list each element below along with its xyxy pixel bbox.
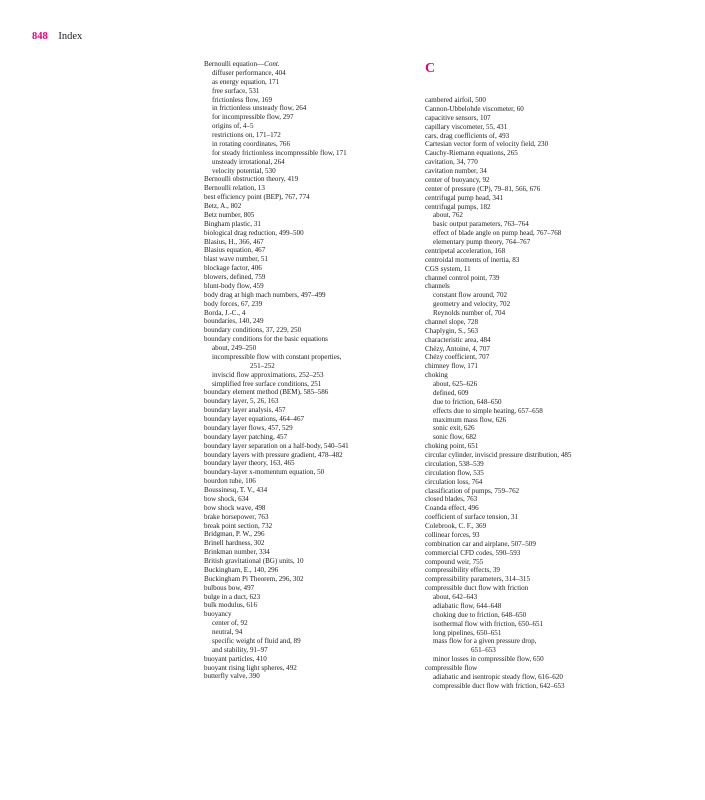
index-entry: closed blades, 763 xyxy=(425,495,478,504)
index-entry: Buckingham, E., 140, 296 xyxy=(204,565,279,574)
index-entry: centrifugal pump head, 341 xyxy=(425,193,504,202)
index-entry: Cartesian vector form of velocity field, 230 xyxy=(425,140,549,149)
page-number: 848 xyxy=(32,31,48,42)
index-entry: boundary layer analysis, 457 xyxy=(204,406,286,415)
index-subentry: about, 625–626 xyxy=(433,380,478,388)
index-entry: commercial CFD codes, 590–593 xyxy=(425,548,521,557)
index-entry: Colebrook, C. F., 369 xyxy=(425,522,487,530)
index-entry: bulbous bow, 497 xyxy=(204,583,255,592)
index-subentry: sonic exit, 626 xyxy=(433,424,475,433)
index-subentry: frictionless flow, 169 xyxy=(212,95,273,104)
index-entry: boundary element method (BEM), 585–586 xyxy=(204,388,329,397)
index-subentry: in frictionless unsteady flow, 264 xyxy=(212,104,307,113)
index-entry: boundary-layer x-momentum equation, 50 xyxy=(204,468,325,477)
index-entry: blowers, defined, 759 xyxy=(204,273,266,281)
index-entry: bulk modulus, 616 xyxy=(204,601,258,610)
index-subentry: effects due to simple heating, 657–658 xyxy=(433,406,543,415)
index-entry: butterfly valve, 390 xyxy=(204,672,260,681)
index-entry: Chaplygin, S., 563 xyxy=(425,326,479,335)
index-entry: combination car and airplane, 507–509 xyxy=(425,539,536,548)
index-subentry: adiabatic flow, 644–648 xyxy=(433,601,502,610)
index-subentry: effect of blade angle on pump head, 767–768 xyxy=(433,229,562,238)
index-subentry: adiabatic and isentropic steady flow, 616–620 xyxy=(433,672,563,681)
index-entry: cars, drag coefficients of, 493 xyxy=(425,131,510,140)
index-subentry: for steady frictionless incompressible flow, 171 xyxy=(212,148,347,157)
index-subentry: and stability, 91–97 xyxy=(212,645,268,654)
index-entry: blockage factor, 406 xyxy=(204,264,262,273)
index-subentry: in rotating coordinates, 766 xyxy=(212,139,291,148)
index-subentry: restrictions on, 171–172 xyxy=(212,131,281,139)
index-subentry: free surface, 531 xyxy=(212,86,260,95)
index-entry: compressibility parameters, 314–315 xyxy=(425,575,531,584)
index-subentry: basic output parameters, 763–764 xyxy=(433,220,529,229)
index-subentry: geometry and velocity, 702 xyxy=(433,300,511,309)
index-entry: capacitive sensors, 107 xyxy=(425,113,491,122)
index-entry: capillary viscometer, 55, 431 xyxy=(425,122,508,131)
index-entry: classification of pumps, 759–762 xyxy=(425,486,520,495)
index-entry: biological drag reduction, 499–500 xyxy=(204,228,304,237)
index-entry: boundary layer, 5, 26, 163 xyxy=(204,397,279,406)
index-subentry: elementary pump theory, 764–767 xyxy=(433,238,531,246)
index-entry: center of pressure (CP), 79–81, 566, 676 xyxy=(425,184,541,193)
index-entry: Cauchy-Riemann equations, 265 xyxy=(425,149,518,158)
index-subentry: center of, 92 xyxy=(212,619,248,628)
index-entry: Betz, A., 802 xyxy=(204,202,242,210)
index-subentry: compressible duct flow with friction, 642–653 xyxy=(433,681,565,690)
index-entry: Chézy coefficient, 707 xyxy=(425,353,490,362)
index-entry: boundary layer patching, 457 xyxy=(204,432,288,441)
index-entry: blast wave number, 51 xyxy=(204,255,268,264)
index-entry: bow shock, 634 xyxy=(204,494,249,503)
index-subentry: specific weight of fluid and, 89 xyxy=(212,636,301,645)
index-entry: Betz number, 805 xyxy=(204,210,255,219)
index-subentry: sonic flow, 682 xyxy=(433,433,477,442)
index-entry: British gravitational (BG) units, 10 xyxy=(204,557,304,565)
index-entry: choking xyxy=(425,371,448,380)
index-subentry: about, 762 xyxy=(433,211,463,220)
index-entry: Boussinesq, T. V., 434 xyxy=(204,486,268,494)
index-entry: Brinell hardness, 302 xyxy=(204,539,265,548)
index-subentry: 651–653 xyxy=(471,646,496,655)
section-letter: C xyxy=(425,61,436,76)
index-subentry: constant flow around, 702 xyxy=(433,291,508,300)
index-entry: Cannon-Ubbelohde viscometer, 60 xyxy=(425,104,524,113)
index-entry: boundary layer theory, 163, 465 xyxy=(204,459,295,468)
index-subentry: minor losses in compressible flow, 650 xyxy=(433,655,544,664)
index-subentry: unsteady irrotational, 264 xyxy=(212,157,285,166)
index-subentry: mass flow for a given pressure drop, xyxy=(433,637,537,646)
index-entry: boundary conditions, 37, 229, 250 xyxy=(204,326,302,335)
index-subentry: due to friction, 648–650 xyxy=(433,397,502,406)
index-subentry: neutral, 94 xyxy=(212,628,243,636)
index-entry: cavitation, 34, 770 xyxy=(425,158,478,167)
index-entry: body forces, 67, 239 xyxy=(204,299,263,308)
index-entry: choking point, 651 xyxy=(425,442,479,451)
index-subentry: incompressible flow with constant properties, xyxy=(212,352,342,361)
index-entry: compressible flow xyxy=(425,664,478,672)
index-entry: buoyant rising light spheres, 492 xyxy=(204,663,297,672)
index-entry: characteristic area, 484 xyxy=(425,335,491,344)
index-entry: buoyant particles, 410 xyxy=(204,654,267,663)
index-subentry: choking due to friction, 648–650 xyxy=(433,610,527,619)
index-entry: boundary layer separation on a half-body, 540–541 xyxy=(204,441,349,450)
index-entry: boundaries, 140, 249 xyxy=(204,317,264,326)
index-entry: bourdon tube, 106 xyxy=(204,477,256,486)
index-subentry: isothermal flow with friction, 650–651 xyxy=(433,619,544,628)
index-entry: Bernoulli equation—Cont. xyxy=(204,60,280,68)
index-entry: circulation loss, 764 xyxy=(425,477,483,486)
index-entry: Brinkman number, 334 xyxy=(204,548,270,557)
index-entry: compressibility effects, 39 xyxy=(425,566,500,575)
index-subentry: Reynolds number of, 704 xyxy=(433,309,506,317)
index-entry: centroidal moments of inertia, 83 xyxy=(425,255,520,264)
index-entry: compound weir, 755 xyxy=(425,557,484,566)
index-subentry: velocity potential, 530 xyxy=(212,166,276,175)
index-entry: boundary layer flows, 457, 529 xyxy=(204,423,293,432)
index-entry: CGS system, 11 xyxy=(425,264,471,273)
index-entry: Bernoulli obstruction theory, 419 xyxy=(204,175,299,184)
index-entry: channel slope, 728 xyxy=(425,317,478,326)
index-column-left xyxy=(204,60,410,681)
index-entry: circulation flow, 535 xyxy=(425,468,484,477)
index-entry: channel control point, 739 xyxy=(425,273,500,282)
index-entry: compressible duct flow with friction xyxy=(425,584,529,593)
index-entry: circulation, 538–539 xyxy=(425,459,484,468)
index-subentry: simplified free surface conditions, 251 xyxy=(212,379,322,388)
index-subentry: 251–252 xyxy=(250,361,275,370)
index-subentry: about, 249–250 xyxy=(212,344,257,352)
index-entry: best efficiency point (BEP), 767, 774 xyxy=(204,193,310,202)
index-entry: Borda, J.-C., 4 xyxy=(204,308,246,317)
index-subentry: as energy equation, 171 xyxy=(212,77,280,86)
index-entry: boundary layer equations, 464–467 xyxy=(204,415,305,423)
index-subentry: inviscid flow approximations, 252–253 xyxy=(212,370,324,379)
index-entry: channels xyxy=(425,282,450,291)
index-entry: Coanda effect, 496 xyxy=(425,504,479,513)
index-entry: bow shock wave, 498 xyxy=(204,503,266,512)
index-entry: Bernoulli relation, 13 xyxy=(204,184,265,193)
index-entry: cambered airfoil, 500 xyxy=(425,96,486,104)
page-header xyxy=(32,31,82,42)
index-entry: body drag at high mach numbers, 497–499 xyxy=(204,290,326,299)
index-subentry: maximum mass flow, 626 xyxy=(433,415,507,424)
index-subentry: defined, 609 xyxy=(433,388,469,397)
index-entry: brake horsepower, 763 xyxy=(204,512,269,521)
index-entry: buoyancy xyxy=(204,610,232,619)
index-entry: bulge in a duct, 623 xyxy=(204,592,261,601)
index-subentry: long pipelines, 650–651 xyxy=(433,628,502,637)
index-entry: Bridgman, P. W., 296 xyxy=(204,530,265,539)
index-column-right xyxy=(425,60,645,691)
index-entry: circular cylinder, inviscid pressure distribution, 485 xyxy=(425,451,572,459)
index-subentry: origins of, 4–5 xyxy=(212,122,254,131)
index-entry: cavitation number, 34 xyxy=(425,167,487,175)
index-entry: coefficient of surface tension, 31 xyxy=(425,513,519,522)
index-subentry: for incompressible flow, 297 xyxy=(212,113,294,122)
index-entry: centrifugal pumps, 182 xyxy=(425,202,491,211)
index-subentry: diffuser performance, 404 xyxy=(212,68,286,77)
index-entry: Blasius, H., 366, 467 xyxy=(204,237,264,246)
running-head: Index xyxy=(58,31,83,42)
index-entry: break point section, 732 xyxy=(204,521,273,530)
index-entry: Blasius equation, 467 xyxy=(204,246,266,255)
index-entry: collinear forces, 93 xyxy=(425,530,480,539)
index-entry: center of buoyancy, 92 xyxy=(425,175,490,184)
index-entry: Chézy, Antoine, 4, 707 xyxy=(425,344,490,353)
index-entry: Buckingham Pi Theorem, 296, 302 xyxy=(204,574,304,583)
index-entry: Bingham plastic, 31 xyxy=(204,219,261,228)
index-entry: boundary layers with pressure gradient, 478–482 xyxy=(204,450,343,459)
index-entry: boundary conditions for the basic equations xyxy=(204,335,328,344)
index-entry: centripetal acceleration, 168 xyxy=(425,246,506,255)
index-entry: blunt-body flow, 459 xyxy=(204,281,264,290)
index-entry: chimney flow, 171 xyxy=(425,362,478,371)
index-subentry: about, 642–643 xyxy=(433,593,478,601)
